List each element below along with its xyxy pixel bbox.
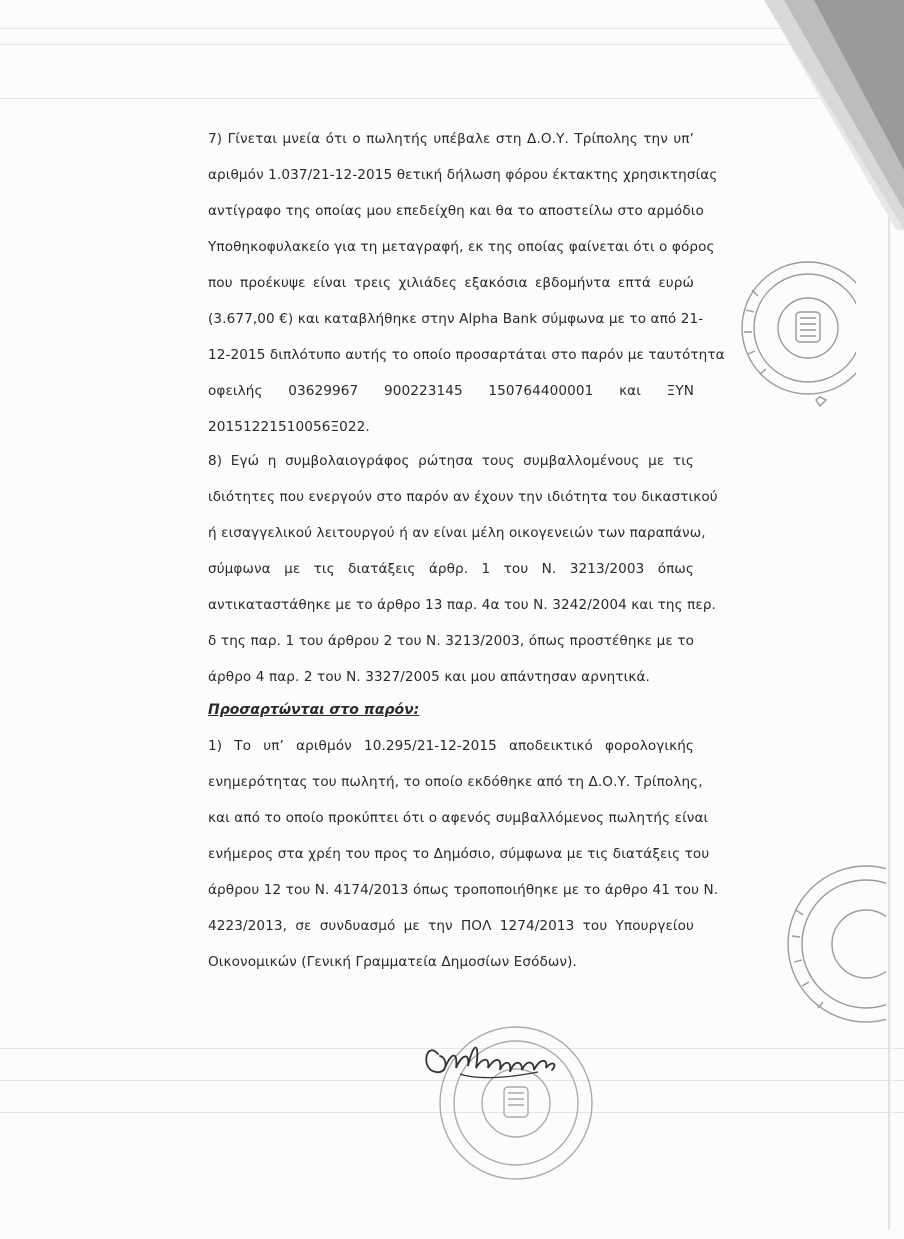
text-line: 4223/2013, σε συνδυασμό με την ΠΟΛ 1274/2013 του Υπουργείου [208, 918, 694, 934]
text-line: 1) Το υπ’ αριθμόν 10.295/21-12-2015 αποδεικτικό φορολογικής [208, 738, 694, 754]
text-line: αριθμόν 1.037/21-12-2015 θετική δήλωση φόρου έκτακτης χρησικτησίας [208, 167, 718, 183]
text-line: 7) Γίνεται μνεία ότι ο πωλητής υπέβαλε στη Δ.Ο.Υ. Τρίπολης την υπ’ [208, 131, 694, 147]
text-line: ενήμερος στα χρέη του προς το Δημόσιο, σύμφωνα με τις διατάξεις του [208, 846, 710, 862]
text-line: που προέκυψε είναι τρεις χιλιάδες εξακόσια εβδομήντα επτά ευρώ [208, 275, 694, 291]
text-line: και από το οποίο προκύπτει ότι ο αφενός συμβαλλόμενος πωλητής είναι [208, 810, 709, 826]
text-line: οφειλής 03629967 900223145 150764400001 και ΞΥΝ [208, 383, 694, 399]
text-line: 12-2015 διπλότυπο αυτής το οποίο προσαρτάται στο παρόν με ταυτότητα [208, 347, 725, 363]
text-line: 20151221510056Ξ022. [208, 419, 370, 435]
text-line: 8) Εγώ η συμβολαιογράφος ρώτησα τους συμβαλλομένους με τις [208, 453, 694, 469]
text-line: δ της παρ. 1 του άρθρου 2 του Ν. 3213/2003, όπως προστέθηκε με το [208, 633, 694, 649]
attachments-heading: Προσαρτώνται στο παρόν: [208, 702, 420, 718]
text-line: Υποθηκοφυλακείο για τη μεταγραφή, εκ της οποίας φαίνεται ότι ο φόρος [208, 239, 715, 255]
text-line: (3.677,00 €) και καταβλήθηκε στην Alpha Bank σύμφωνα με το από 21- [208, 311, 704, 327]
text-line: αντικαταστάθηκε με το άρθρο 13 παρ. 4α του Ν. 3242/2004 και της περ. [208, 597, 716, 613]
text-line: άρθρο 4 παρ. 2 του Ν. 3327/2005 και μου απάντησαν αρνητικά. [208, 669, 650, 685]
text-line: άρθρου 12 του Ν. 4174/2013 όπως τροποποιήθηκε με το άρθρο 41 του Ν. [208, 882, 719, 898]
text-line: Οικονομικών (Γενική Γραμματεία Δημοσίων Εσόδων). [208, 954, 577, 970]
text-line: αντίγραφο της οποίας μου επεδείχθη και θα το αποστείλω στο αρμόδιο [208, 203, 704, 219]
folded-corner [764, 0, 904, 230]
text-line: ενημερότητας του πωλητή, το οποίο εκδόθηκε από τη Δ.Ο.Υ. Τρίπολης, [208, 774, 703, 790]
text-line: ιδιότητες που ενεργούν στο παρόν αν έχουν την ιδιότητα του δικαστικού [208, 489, 718, 505]
page-edge-shadow [888, 200, 890, 1230]
text-line: σύμφωνα με τις διατάξεις άρθρ. 1 του Ν. 3213/2003 όπως [208, 561, 694, 577]
text-line: ή εισαγγελικού λειτουργού ή αν είναι μέλη οικογενειών των παραπάνω, [208, 525, 706, 541]
handwritten-signature-icon [418, 1030, 568, 1090]
notary-seal-icon [766, 860, 886, 1030]
notary-seal-icon [716, 250, 856, 420]
